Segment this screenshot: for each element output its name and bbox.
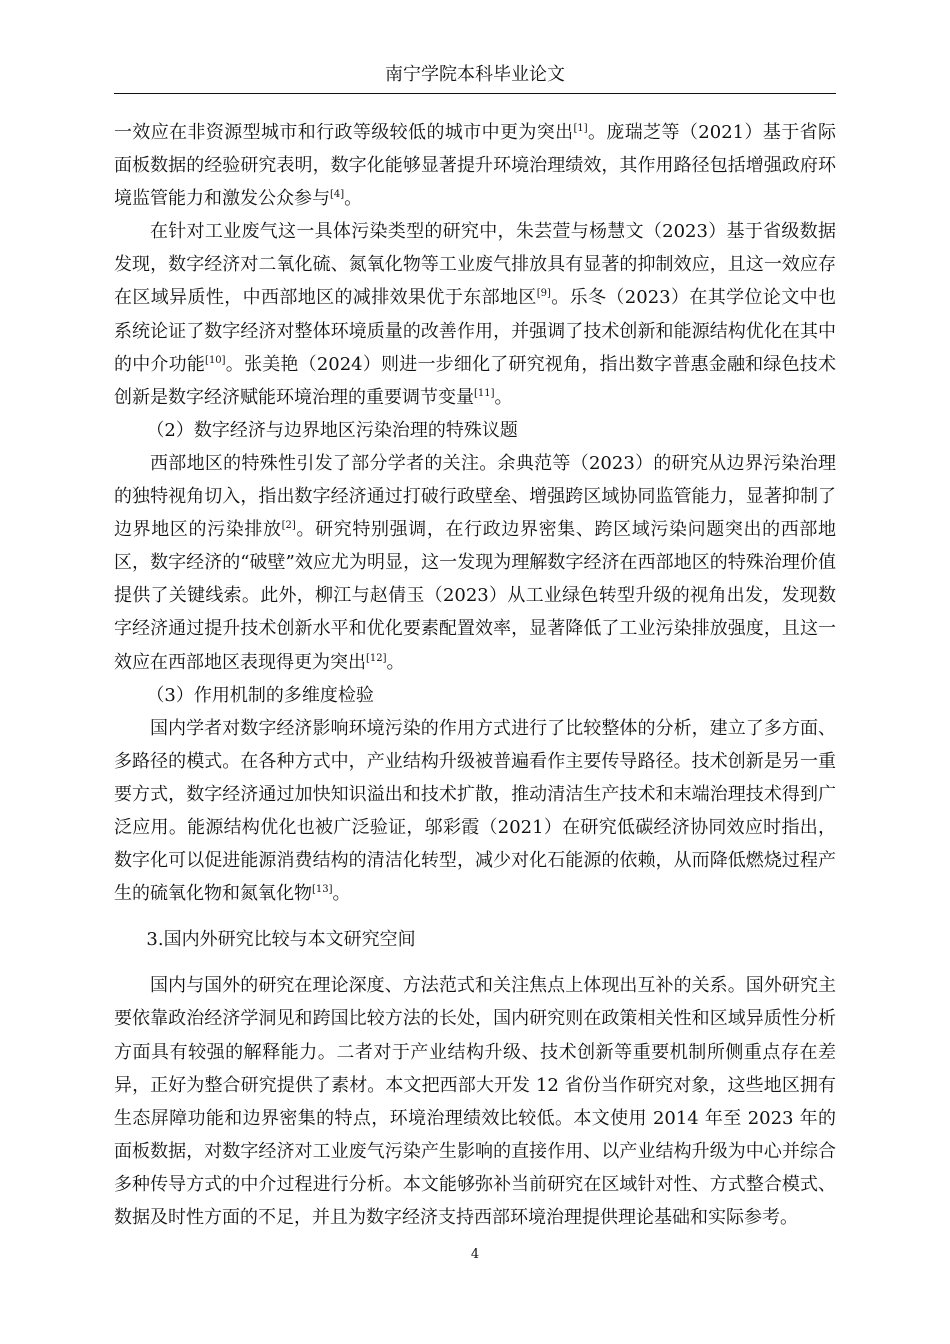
page-number: 4	[470, 1247, 480, 1262]
section-heading: 3.国内外研究比较与本文研究空间	[146, 929, 416, 951]
citation: [9]	[536, 288, 551, 300]
paragraph-text: 西部地区的特殊性引发了部分学者的关注。余典范等（2023）的研究从边界污染治理的独特视角切入，指出数字经济通过打破行政壁垒、增强跨区域协同监管能力，显著抑制了边界地区的污染排放	[114, 452, 836, 541]
header-divider	[114, 93, 836, 94]
paragraph-text: 。	[386, 651, 405, 673]
paragraph-text: 。庞瑞芝等（2021）基于省际面板数据的经验研究表明，数字化能够显著提升环境治理绩效，其作用路径包括增强政府环境监管能力和激发公众参与	[114, 122, 836, 210]
paragraph-5: 国内与国外的研究在理论深度、方法范式和关注焦点上体现出互补的关系。国外研究主要依靠政治经济学洞见和跨国比较方法的长处，国内研究则在政策相关性和区域异质性分析方面具有较强的解释能力。二者对于产业结构升级、技术创新等重要机制所侧重点存在差异，正好为整合研究提供了素材。本文把西部大开发 12 省份当作研究对象，这些地区拥有生态屏障功能和边界密集的特点，环境治理绩效比较低。本文使用 2014 年至 2023 年的面板数据，对数字经济对工业废气污染产生影响的直接作用、以产业结构升级为中心并综合多种传导方式的中介过程进行分析。本文能够弥补当前研究在区域针对性、方式整合模式、数据及时性方面的不足，并且为数字经济支持西部环境治理提供理论基础和实际参考。	[114, 975, 836, 1228]
page-header-title: 南宁学院本科毕业论文	[385, 64, 565, 85]
paragraph-text: 。	[344, 188, 363, 210]
paragraph-text: 。	[494, 386, 513, 408]
citation: [2]	[281, 520, 296, 532]
citation: [13]	[312, 884, 333, 896]
paragraph-text: 。乐冬（2023）在其学位论文中也系统论证了数字经济对整体环境质量的改善作用，并强调了技术创新和能源结构优化在其中的中介功能	[114, 287, 837, 375]
paragraph-3	[114, 447, 836, 679]
citation: [10]	[205, 354, 226, 366]
citation: [1]	[573, 123, 588, 134]
subheading-3: （3）作用机制的多维度检验	[146, 684, 374, 706]
paragraph-text: 。研究特别强调，在行政边界密集、跨区域污染问题突出的西部地区，数字经济的“破壁”效应尤为明显，这一发现为理解数字经济在西部地区的特殊治理价值提供了关键线索。此外，柳江与赵倩玉（2023）从工业绿色转型升级的视角出发，发现数字经济通过提升技术创新水平和优化要素配置效率，显著降低了工业污染排放强度，且这一效应在西部地区表现得更为突出	[114, 519, 837, 673]
citation: [12]	[366, 652, 387, 664]
paragraph-text: 在针对工业废气这一具体污染类型的研究中，朱芸萱与杨慧文（2023）基于省级数据发现，数字经济对二氧化硫、氮氧化物等工业废气排放具有显著的抑制效应，且这一效应存在区域异质性，中西部地区的减排效果优于东部地区	[114, 221, 836, 309]
citation: [4]	[330, 189, 345, 201]
subheading-2: （2）数字经济与边界地区污染治理的特殊议题	[146, 419, 518, 441]
paragraph-2	[114, 215, 836, 414]
document-body	[114, 116, 836, 1234]
paragraph-text: 。张美艳（2024）则进一步细化了研究视角，指出数字普惠金融和绿色技术创新是数字经济赋能环境治理的重要调节变量	[114, 353, 837, 408]
paragraph-text: 。	[332, 883, 351, 905]
paragraph-text: 国内学者对数字经济影响环境污染的作用方式进行了比较整体的分析，建立了多方面、多路径的模式。在各种方式中，产业结构升级被普遍看作主要传导路径。技术创新是另一重要方式，数字经济通过加快知识溢出和技术扩散，推动清洁生产技术和末端治理技术得到广泛应用。能源结构优化也被广泛验证，邬彩霞（2021）在研究低碳经济协同效应时指出，数字化可以促进能源消费结构的清洁化转型，减少对化石能源的依赖，从而降低燃烧过程产生的硫氧化物和氮氧化物	[114, 717, 836, 905]
paragraph-text: 一效应在非资源型城市和行政等级较低的城市中更为突出	[114, 122, 574, 143]
citation: [11]	[474, 387, 495, 399]
paragraph-4	[114, 712, 836, 911]
paragraph-1	[114, 116, 836, 215]
